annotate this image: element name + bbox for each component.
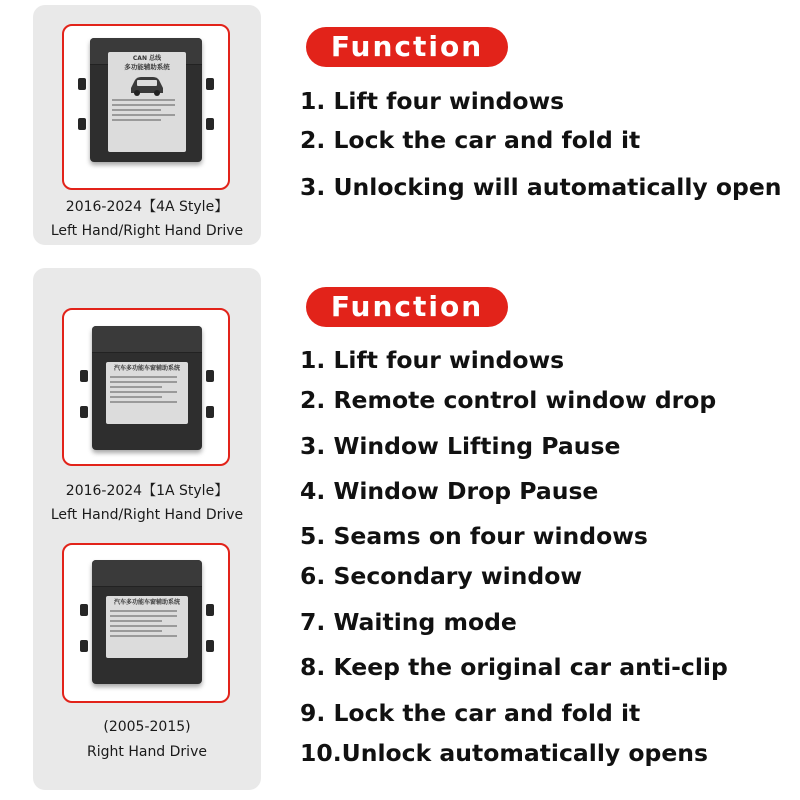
feature-item: 7. Waiting mode xyxy=(300,608,517,636)
car-icon xyxy=(127,74,167,96)
feature-item: 2. Lock the car and fold it xyxy=(300,126,641,154)
feature-item: 3. Window Lifting Pause xyxy=(300,432,621,460)
device-sticker-legacy xyxy=(106,596,188,658)
feature-item: 9. Lock the car and fold it xyxy=(300,699,641,727)
function-title-bottom: Function xyxy=(306,287,508,327)
device-label-title: 汽车多功能车窗辅助系统 xyxy=(113,365,180,372)
feature-item: 4. Window Drop Pause xyxy=(300,477,599,505)
feature-item: 8. Keep the original car anti-clip xyxy=(300,653,728,681)
caption-legacy-drive: Right Hand Drive xyxy=(87,744,207,760)
function-title-top: Function xyxy=(306,27,508,67)
device-label-title: CAN 总线 xyxy=(132,55,162,62)
window-module-device-legacy xyxy=(86,560,208,684)
device-label-subtitle: 多功能辅助系统 xyxy=(124,63,170,71)
window-module-device-1a xyxy=(86,326,208,450)
feature-item: 10.Unlock automatically opens xyxy=(300,739,709,767)
feature-item: 2. Remote control window drop xyxy=(300,386,717,414)
caption-legacy-years: (2005-2015) xyxy=(103,719,191,735)
device-sticker-1a xyxy=(106,362,188,424)
feature-item: 5. Seams on four windows xyxy=(300,522,648,550)
caption-1a-drive: Left Hand/Right Hand Drive xyxy=(50,507,244,523)
caption-4a-drive: Left Hand/Right Hand Drive xyxy=(50,223,244,239)
caption-1a-years: 2016-2024【1A Style】 xyxy=(65,483,229,499)
feature-item: 1. Lift four windows xyxy=(300,346,565,374)
caption-4a-years: 2016-2024【4A Style】 xyxy=(65,199,229,215)
device-sticker-4a xyxy=(108,52,186,152)
feature-item: 6. Secondary window xyxy=(300,562,583,590)
device-label-title: 汽车多功能车窗辅助系统 xyxy=(113,599,180,606)
can-module-device-4a xyxy=(84,38,208,162)
feature-item: 1. Lift four windows xyxy=(300,87,565,115)
feature-item: 3. Unlocking will automatically open xyxy=(300,173,782,201)
